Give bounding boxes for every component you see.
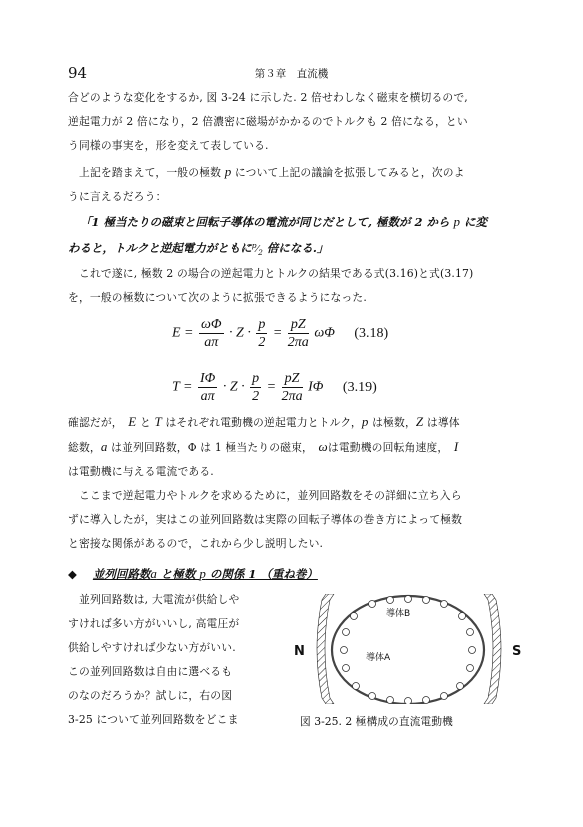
fraction-denominator: aπ [204,335,219,350]
text-run: と [136,416,155,429]
var-I: I [453,439,459,454]
text-line: は電動機に与える電流である. [68,465,214,478]
text-line: この並列回路数は自由に選べるも [68,665,233,678]
figure-caption: 図 3-25. 2 極構成の直流電動機 [300,715,453,728]
paragraph-5 [68,484,518,556]
eq-term: IΦ [308,379,324,395]
conductor-b-label: 導体B [386,609,411,619]
paragraph-6 [68,588,278,732]
text-run: 並列回路数 [92,567,151,581]
text-line: すければ多い方がいいし, 高電圧が [68,617,240,630]
text-run: は並列回路数，Φ は 1 極当たりの磁束， [107,441,319,454]
text-run: 総数， [68,441,101,454]
text-line [68,234,520,265]
text-run: と極数 [156,567,200,581]
text-run: 倍になる.」 [262,241,329,255]
text-run: は導体 [423,416,460,429]
paragraph-2 [68,160,518,209]
fraction [288,316,309,351]
text-line: 逆起電力が 2 倍になり，2 倍濃密に磁場がかかるのでトルクも 2 倍になる，とい [68,115,468,128]
fraction-denominator: aπ [200,389,215,404]
eq-term: ωΦ [314,325,335,341]
emphasis-quote [68,210,520,265]
text-line: これで遂に, 極数 2 の場合の逆起電力とトルクの結果である式(3.16)と式(3.17) [79,267,474,280]
text-line [68,160,518,185]
text-run: はそれぞれ電動機の逆起電力とトルク， [161,416,362,429]
text-line: うに言えるだろう： [68,190,167,203]
fraction-numerator: p [258,317,266,332]
equation-number: (3.19) [342,379,377,395]
text-line [68,410,518,435]
fraction-numerator: pZ [288,316,309,334]
text-line [68,435,518,460]
var-Z: Z [415,414,424,429]
pole-s-label: S [512,644,522,659]
eq-lhs: E = [172,325,194,341]
text-run: わると，トルクと逆起電力がともに [68,241,252,255]
var-T: T [154,414,162,429]
text-line: 3-25 について並列回路数をどこま [68,713,239,726]
section-heading [68,566,318,582]
text-run: は極数， [368,416,416,429]
text-run: 「1 極当たりの磁束と回転子導体の電流が同じだとして, 極数が 2 から [80,215,454,229]
text-run: 上記を踏まえて，一般の極数 [79,166,225,179]
text-line: う同様の事実を，形を変えて表している. [68,139,269,152]
pole-n-label: N [294,644,305,659]
eq-sign: = [272,325,283,341]
text-line: ここまで逆起電力やトルクを求めるために，並列回路数をその詳細に立ち入ら [79,489,462,502]
var-a: a [150,566,157,581]
page-number: 94 [68,64,88,82]
text-line: 並列回路数は, 大電流が供給しや [79,593,240,606]
fraction [199,316,224,351]
eq-lhs: T = [172,379,193,395]
var-E: E [128,414,137,429]
fraction [250,370,261,405]
equation-3-18 [172,316,388,351]
fraction-denominator: 2 [252,389,260,404]
var-p: p [453,214,461,229]
var-p: p [199,566,206,581]
fraction-denominator: 2 [258,247,263,257]
text-run: は電動機の回転角速度， [327,441,454,454]
paragraph-1 [68,86,518,158]
text-run: 確認だが， [68,416,129,429]
s-pole-shoe [484,594,501,704]
text-line: を，一般の極数について次のように拡張できるようになった. [68,291,367,304]
inline-fraction: $^p⁄_2$ [251,241,263,257]
fraction-denominator: 2 [258,335,266,350]
fraction-numerator: p [251,241,257,250]
fraction [256,316,267,351]
paragraph-3 [68,262,518,310]
text-line: ずに導入したが，実はこの並列回路数は実際の回転子導体の巻き方によって極数 [68,513,463,526]
fraction-numerator: pZ [282,370,303,388]
var-p: p [361,414,369,429]
section-title [93,567,318,581]
fraction-denominator: 2πa [287,335,309,350]
paragraph-4 [68,410,518,484]
text-line: 供給しやすければ少ない方がいい. [68,641,236,654]
text-line: と密接な関係があるので，これから少し説明したい. [68,537,324,550]
diamond-icon: ◆ [68,567,77,581]
text-line: のなのだろうか？試しに，右の図 [68,689,233,702]
text-line: 合どのような変化をするか, 図 3-24 に示した. 2 倍せわしなく磁束を横切るので, [68,91,468,104]
var-omega: ω [318,439,328,454]
text-line [80,210,520,234]
eq-term: · Z · [222,379,245,395]
var-p: p [224,164,232,179]
text-run: に変 [460,215,488,229]
fraction [282,370,303,405]
conductor-a-label: 導体A [366,653,391,663]
fraction-numerator: p [252,371,260,386]
fraction [198,370,217,405]
fraction-denominator: 2πa [281,389,303,404]
chapter-heading: 第３章 直流機 [254,68,329,80]
equation-3-19 [172,370,377,405]
motor-diagram [286,594,532,704]
fraction-numerator: ωΦ [201,317,222,332]
eq-term: · Z · [229,325,251,341]
text-run: について上記の議論を拡張してみると，次のよ [231,166,465,179]
fraction-numerator: IΦ [199,371,216,386]
text-run: の関係 1 （重ね巻） [205,567,318,581]
var-a: a [100,439,108,454]
eq-sign: = [266,379,277,395]
equation-number: (3.18) [354,325,389,341]
